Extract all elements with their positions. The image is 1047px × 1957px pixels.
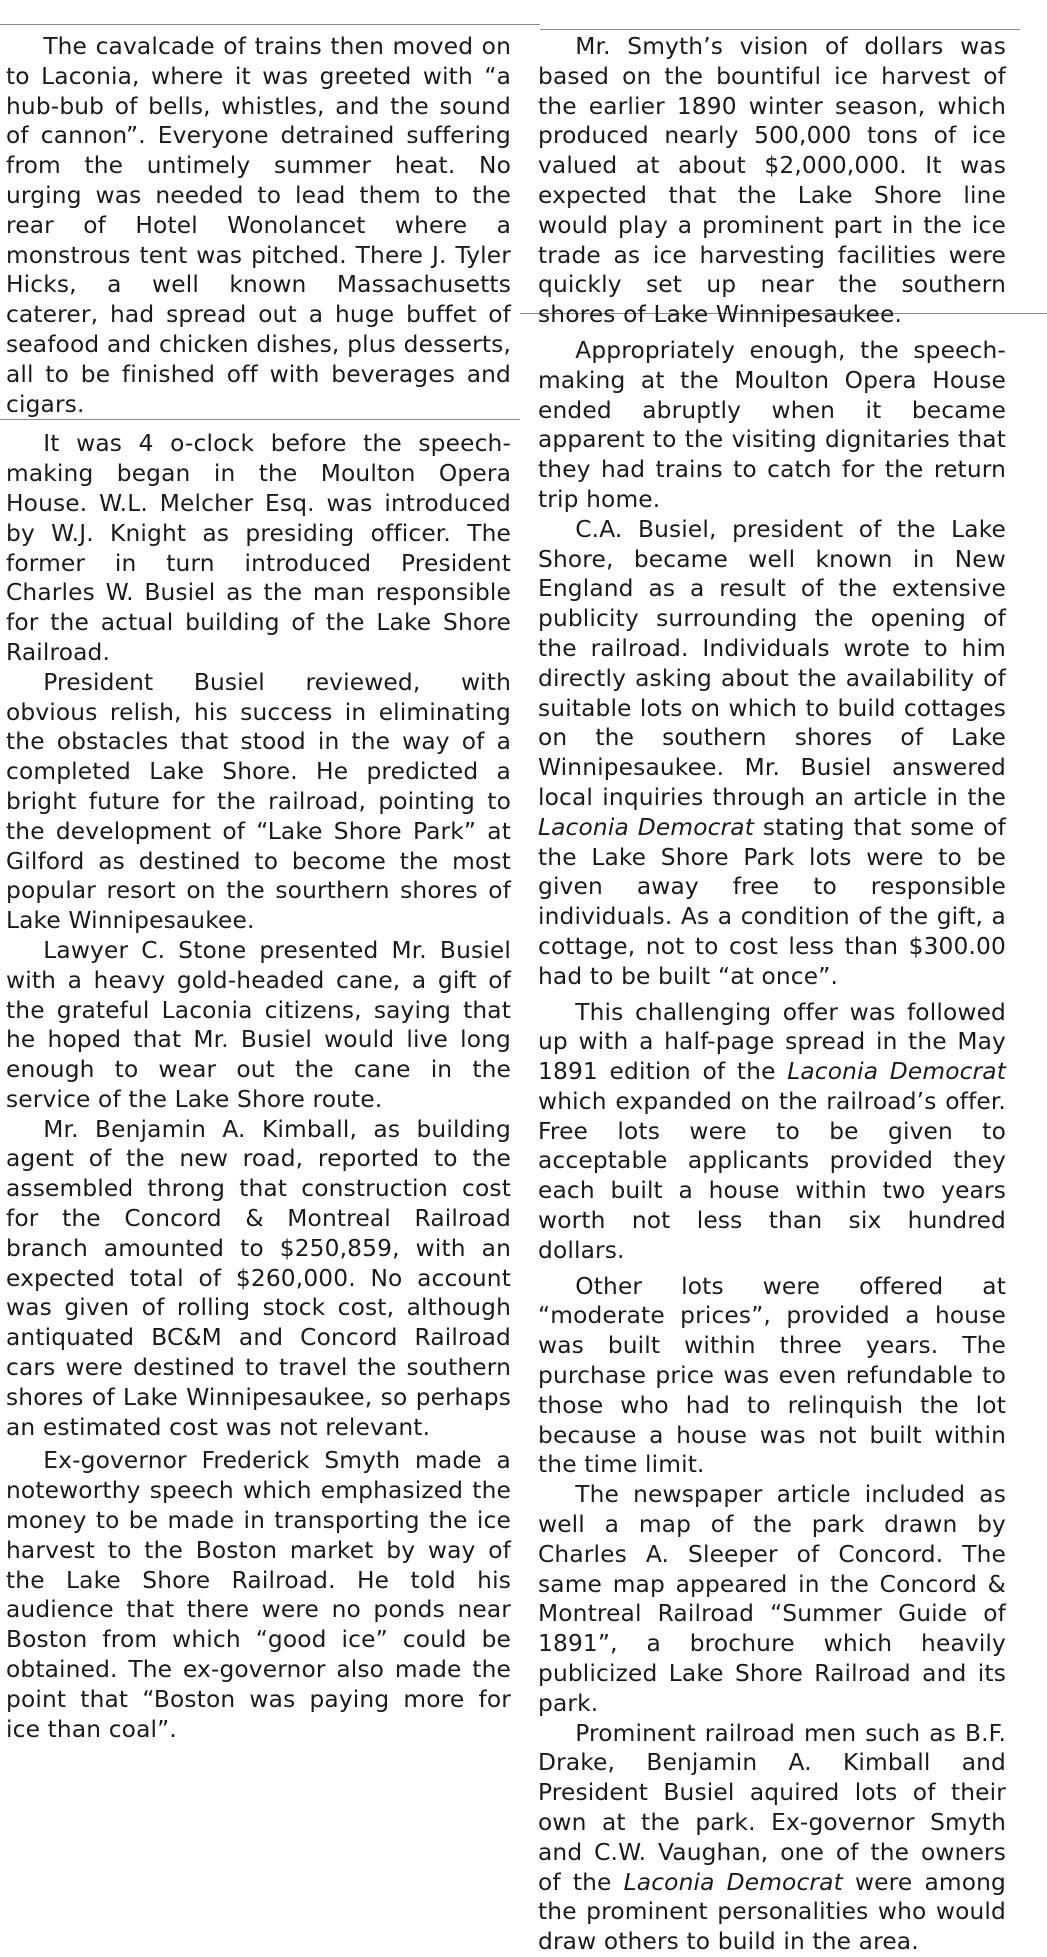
- left-column: [6, 32, 511, 1744]
- top-rule-right: [540, 29, 1020, 30]
- paragraph-busiel-review: President Busiel reviewed, with obvious relish, his success in eliminating the obstacles that stood in the way of a completed Lake Shore. He predicted a bright future for the railroad, pointing to the development of “Lake Shore Park” at Gilford as destined to become the most popular resort on the sourthern shores of Lake Winnipesaukee.: [6, 668, 511, 935]
- paragraph-smyth-speech: Ex-governor Frederick Smyth made a noteworthy speech which emphasized the money to be made in transporting the ice harvest to the Boston market by way of the Lake Shore Railroad. He told his audience that there were no ponds near Boston from which “good ice” could be obtained. The ex-governor also made the point that “Boston was paying more for ice than coal”.: [6, 1447, 511, 1743]
- paragraph-gold-cane: Lawyer C. Stone presented Mr. Busiel with a heavy gold-headed cane, a gift of the grateful Laconia citizens, saying that he hoped that Mr. Busiel would live long enough to wear out the cane in the service of the Lake Shore route.: [6, 936, 511, 1113]
- newspaper-title: Laconia Democrat: [623, 1868, 843, 1896]
- top-rule-left: [0, 24, 540, 25]
- newspaper-title: Laconia Democrat: [787, 1058, 1006, 1086]
- paragraph-kimball-report: Mr. Benjamin A. Kimball, as building agent of the new road, reported to the assembled throng that construction cost for the Concord & Montreal Railroad branch amounted to $250,859, with an expected total of $260,000. No account was given of rolling stock cost, although antiquated BC&M and Concord Railroad cars were destined to travel the southern shores of Lake Winnipesaukee, so perhaps an estimated cost was not relevant.: [6, 1115, 511, 1441]
- paragraph-moderate-prices: Other lots were offered at “moderate prices”, provided a house was built within three years. The purchase price was even refundable to those who had to relinquish the lot because a house was not built within the time limit.: [538, 1272, 1006, 1479]
- paragraph-half-page-spread: This challenging offer was followed up with a half-page spread in the May 1891 edition of the Laconia Democrat which expanded on the railroad’s offer. Free lots were to be given to acceptable applicants provided they each built a house within two years worth not less than six hundred dollars.: [538, 998, 1006, 1264]
- paragraph-speeches-ended: Appropriately enough, the speech-making at the Moulton Opera House ended abruptly when it became apparent to the visiting dignitaries that they had trains to catch for the return trip home.: [538, 336, 1006, 513]
- right-column: [538, 32, 1006, 1957]
- paragraph-speechmaking: It was 4 o-clock before the speech-making began in the Moulton Opera House. W.L. Melcher Esq. was introduced by W.J. Knight as presiding officer. The former in turn introduced President Charles W. Busiel as the man responsible for the actual building of the Lake Shore Railroad.: [6, 430, 511, 666]
- paragraph-busiel-lots: C.A. Busiel, president of the Lake Shore, became well known in New England as a result of the extensive publicity surrounding the opening of the railroad. Individuals wrote to him directly asking about the availability of suitable lots on which to build cottages on the southern shores of Lake Winnipesaukee. Mr. Busiel answered local inquiries through an article in the Laconia Democrat stating that some of the Lake Shore Park lots were to be given away free to responsible individuals. As a condition of the gift, a cottage, not to cost less than $300.00 had to be built “at once”.: [538, 515, 1007, 990]
- paragraph-cavalcade: The cavalcade of trains then moved on to Laconia, where it was greeted with “a hub-bub of bells, whistles, and the sound of cannon”. Everyone detrained suffering from the untimely summer heat. No urging was needed to lead them to the rear of Hotel Wonolancet where a monstrous tent was pitched. There J. Tyler Hicks, a well known Massachusetts caterer, had spread out a huge buffet of seafood and chicken dishes, plus desserts, all to be finished off with beverages and cigars.: [6, 33, 511, 418]
- paragraph-ice-harvest: Mr. Smyth’s vision of dollars was based on the bountiful ice harvest of the earlier 1890 winter season, which produced nearly 500,000 tons of ice valued at about $2,000,000. It was expected that the Lake Shore line would play a prominent part in the ice trade as ice harvesting facilities were quickly set up near the southern shores of Lake Winnipesaukee.: [538, 33, 1006, 329]
- paragraph-park-map: The newspaper article included as well a map of the park drawn by Charles A. Sleeper of Concord. The same map appeared in the Concord & Montreal Railroad “Summer Guide of 1891”, a brochure which heavily publicized Lake Shore Railroad and its park.: [538, 1481, 1006, 1717]
- paragraph-railroad-men: Prominent railroad men such as B.F. Drake, Benjamin A. Kimball and President Busiel aquired lots of their own at the park. Ex-governor Smyth and C.W. Vaughan, one of the owners of the Laconia Democrat were among the prominent personalities who would draw others to build in the area.: [538, 1719, 1006, 1956]
- newspaper-title: Laconia Democrat: [538, 813, 754, 841]
